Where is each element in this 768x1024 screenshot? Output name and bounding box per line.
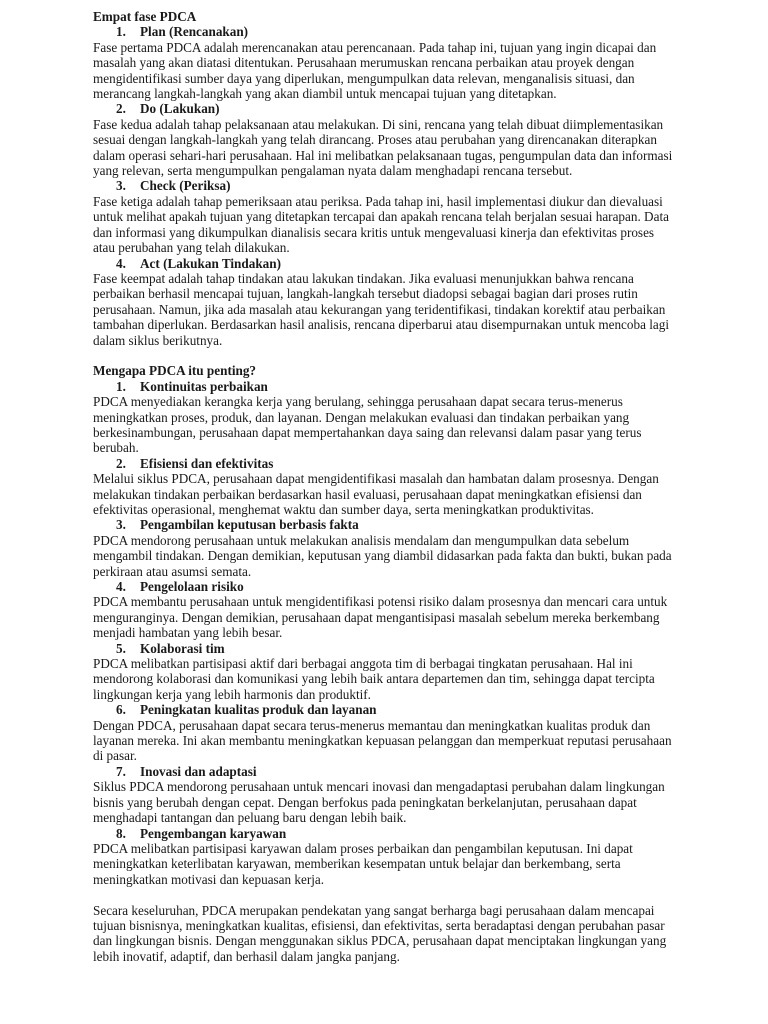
list-item-heading: 3. Pengambilan keputusan berbasis fakta bbox=[116, 517, 359, 533]
list-item-heading: 4. Act (Lakukan Tindakan) bbox=[116, 255, 281, 271]
paragraph: Dengan PDCA, perusahaan dapat secara terus-menerus memantau dan meningkatkan kualitas produk dan layanan mereka. Ini akan membantu meningkatkan kepuasan pelanggan dan memperkuat reputasi perusahaan di pasar. bbox=[93, 717, 672, 764]
paragraph: PDCA menyediakan kerangka kerja yang berulang, sehingga perusahaan dapat secara terus-menerus meningkatkan proses, produk, dan layanan. Dengan melakukan evaluasi dan tindakan perbaikan yang berkesinambungan, perusahaan dapat mempertahankan daya saing dan relevansi dalam pasar yang terus berubah. bbox=[93, 394, 642, 456]
paragraph: PDCA membantu perusahaan untuk mengidentifikasi potensi risiko dalam prosesnya dan mencari cara untuk menguranginya. Dengan demikian, perusahaan dapat mengantisipasi masalah sebelum mereka berkembang menjadi hambatan yang lebih besar. bbox=[93, 594, 668, 641]
section-title: Mengapa PDCA itu penting? bbox=[93, 363, 257, 379]
list-item-heading: 1. Plan (Rencanakan) bbox=[116, 24, 249, 40]
paragraph: Fase keempat adalah tahap tindakan atau lakukan tindakan. Jika evaluasi menunjukkan bahwa rencana perbaikan berhasil mencapai tujuan, langkah-langkah tersebut diadopsi sebagai bagian dari proses rutin perusahaan. Namun, jika ada masalah atau kekurangan yang teridentifikasi, tindakan korektif atau perbaikan tambahan diperlukan. Berdasarkan hasil analisis, rencana diperbarui atau disempurnakan untuk mencoba lagi dalam siklus berikutnya. bbox=[93, 270, 670, 348]
list-item-heading: 4. Pengelolaan risiko bbox=[116, 579, 244, 595]
paragraph: Fase kedua adalah tahap pelaksanaan atau melakukan. Di sini, rencana yang telah dibuat diimplementasikan sesuai dengan langkah-langkah yang telah dirancang. Proses atau perubahan yang direncanakan diterapkan dalam operasi sehari-hari perusahaan. Hal ini melibatkan pelaksanaan tugas, pengumpulan data dan informasi yang relevan, serta mengumpulkan pengalaman nyata dalam menghadapi rencana tersebut. bbox=[93, 116, 673, 179]
paragraph: Fase pertama PDCA adalah merencanakan atau perencanaan. Pada tahap ini, tujuan yang ingin dicapai dan masalah yang akan diatasi ditentukan. Perusahaan merumuskan rencana perbaikan atau proyek dengan mengidentifikasi sumber daya yang diperlukan, mengumpulkan data relevan, menganalisis situasi, dan merancang langkah-langkah yang akan diambil untuk mencapai tujuan yang ditetapkan. bbox=[93, 39, 657, 102]
paragraph: PDCA melibatkan partisipasi aktif dari berbagai anggota tim di berbagai tingkatan perusahaan. Hal ini mendorong kolaborasi dan komunikasi yang lebih baik antara departemen dan tim, sehingga dapat tercipta lingkungan kerja yang lebih harmonis dan produktif. bbox=[93, 656, 655, 702]
paragraph: Siklus PDCA mendorong perusahaan untuk mencari inovasi dan mengadaptasi perubahan dalam lingkungan bisnis yang berubah dengan cepat. Dengan berfokus pada peningkatan berkelanjutan, perusahaan dapat menghadapi tantangan dan peluang baru dengan lebih baik. bbox=[93, 779, 665, 826]
list-item-heading: 6. Peningkatan kualitas produk dan layanan bbox=[116, 702, 377, 718]
list-item-heading: 3. Check (Periksa) bbox=[116, 178, 231, 194]
list-item-heading: 8. Pengembangan karyawan bbox=[116, 825, 287, 841]
document-page bbox=[93, 9, 678, 964]
paragraph: PDCA mendorong perusahaan untuk melakukan analisis mendalam dan mengumpulkan data sebelum mengambil tindakan. Dengan demikian, keputusan yang diambil didasarkan pada fakta dan bukti, bukan pada perkiraan atau asumsi semata. bbox=[93, 532, 672, 579]
list-item-heading: 7. Inovasi dan adaptasi bbox=[116, 763, 257, 779]
list-item-heading: 1. Kontinuitas perbaikan bbox=[116, 378, 268, 394]
spacer bbox=[93, 348, 678, 363]
paragraph: PDCA melibatkan partisipasi karyawan dalam proses perbaikan dan pengambilan keputusan. Ini dapat meningkatkan keterlibatan karyawan, memberikan kesempatan untuk belajar dan berkembang, serta meningkatkan motivasi dan kepuasan kerja. bbox=[93, 840, 633, 887]
spacer bbox=[93, 887, 678, 902]
section-title: Empat fase PDCA bbox=[93, 9, 197, 24]
list-item-heading: 2. Efisiensi dan efektivitas bbox=[116, 455, 274, 471]
paragraph: Melalui siklus PDCA, perusahaan dapat mengidentifikasi masalah dan hambatan dalam prosesnya. Dengan melakukan tindakan perbaikan berdasarkan hasil evaluasi, perusahaan dapat meningkatkan efisiensi dan efektivitas operasional, menghemat waktu dan sumber daya, serta meningkatkan produktivitas. bbox=[93, 471, 659, 517]
list-item-heading: 5. Kolaborasi tim bbox=[116, 640, 225, 656]
conclusion-paragraph: Secara keseluruhan, PDCA merupakan pendekatan yang sangat berharga bagi perusahaan dalam mencapai tujuan bisnisnya, meningkatkan kualitas, efisiensi, dan efektivitas, serta beradaptasi dengan perubahan pasar dan lingkungan bisnis. Dengan menggunakan siklus PDCA, perusahaan dapat menciptakan lingkungan yang lebih inovatif, adaptif, dan berhasil dalam jangka panjang. bbox=[93, 902, 667, 964]
list-item-heading: 2. Do (Lakukan) bbox=[116, 101, 220, 117]
paragraph: Fase ketiga adalah tahap pemeriksaan atau periksa. Pada tahap ini, hasil implementasi diukur dan dievaluasi untuk melihat apakah tujuan yang ditetapkan tercapai dan apakah rencana telah berjalan sesuai harapan. Data dan informasi yang dikumpulkan dianalisis secara kritis untuk mengevaluasi kinerja dan efektivitas proses atau perubahan yang telah dilakukan. bbox=[93, 193, 669, 256]
